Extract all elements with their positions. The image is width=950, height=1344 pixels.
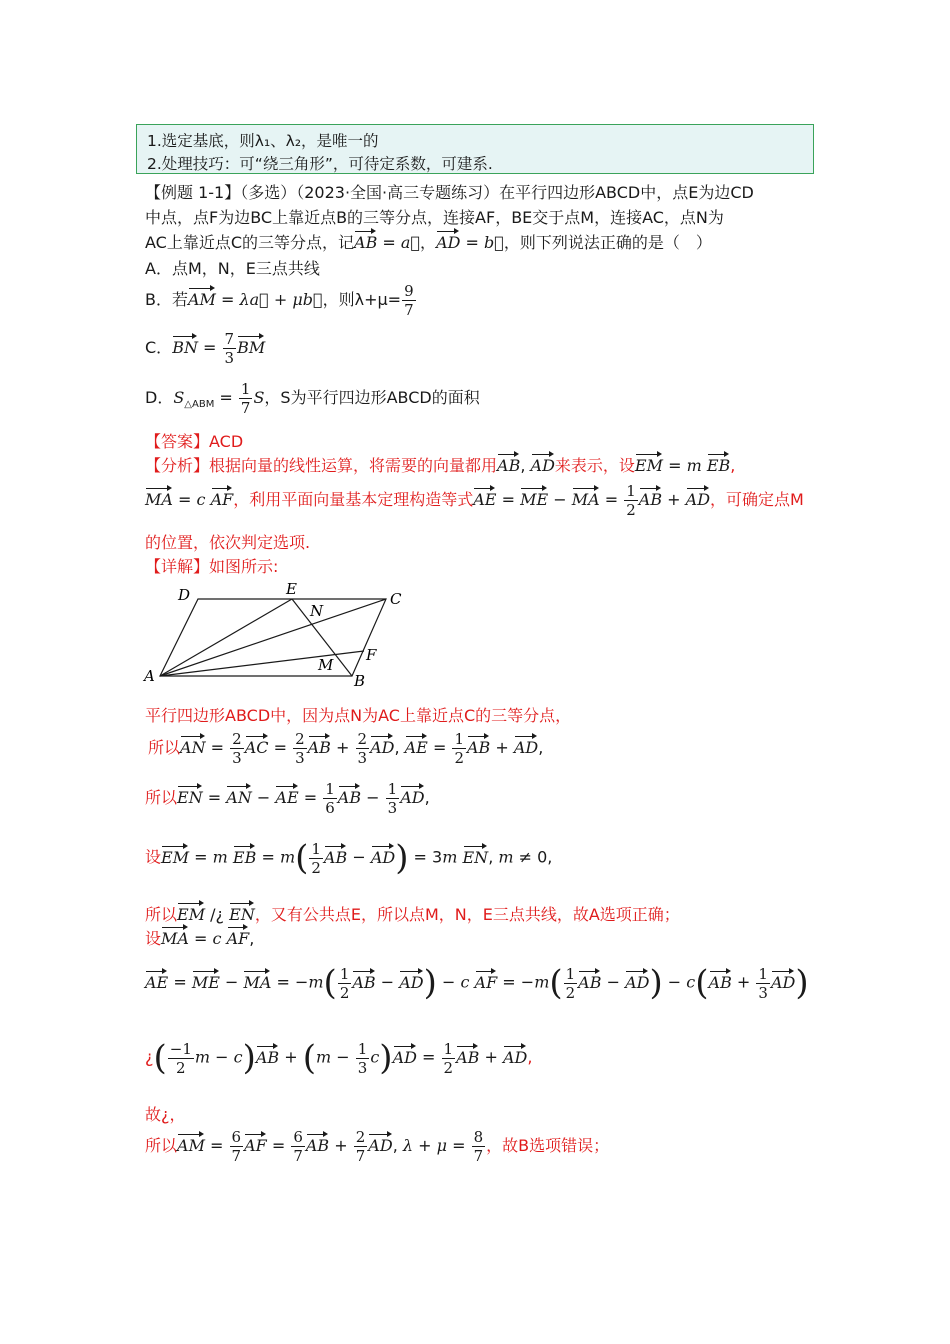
label-f: F bbox=[366, 646, 377, 664]
tip-line-1: 1.选定基底，则λ₁、λ₂，是唯一的 bbox=[147, 132, 379, 150]
detail-step-3: 所以EN = AN − AE = $\frac{1}{6}$ AB − $\frac{1}{3}$ AD, bbox=[145, 780, 430, 817]
detail-step-6: 设MA = c AF, bbox=[145, 925, 254, 949]
problem-line-2: 中点，点F为边BC上靠近点B的三等分点，连接AF，BE交于点M，连接AC，点N为 bbox=[145, 208, 724, 227]
option-c: C．BN = $\frac{7}{3}$ BM bbox=[145, 330, 266, 367]
detail-step-8: ¿( $\frac{-1}{2}$ m − c)AB + (m − $\frac{1}{3}$ c)AD = $\frac{1}{2}$ AB + AD, bbox=[145, 1038, 533, 1078]
option-b-pre: B．若 bbox=[145, 290, 188, 309]
analysis-line-3: 的位置，依次判定选项. bbox=[145, 533, 311, 552]
option-b: B．若AM = λa⃗ + μb⃗，则λ+μ= $\frac{9}{7}$ bbox=[145, 282, 414, 319]
option-d-pre: D． bbox=[145, 388, 174, 407]
answer: 【答案】ACD bbox=[145, 432, 244, 451]
problem-line-3-post: ，则下列说法正确的是（ ） bbox=[503, 233, 712, 252]
analysis-2b: ，可确定点M bbox=[710, 490, 804, 509]
parallelogram-figure bbox=[140, 578, 410, 690]
analysis-line-1: 【分析】根据向量的线性运算，将需要的向量都用AB, AD来表示，设EM = m EB, bbox=[145, 452, 735, 476]
label-b: B bbox=[354, 672, 366, 690]
analysis-1b: 来表示，设 bbox=[554, 456, 635, 475]
tip-line-2: 2.处理技巧：可“绕三角形”，可待定系数，可建系. bbox=[147, 155, 493, 173]
label-e: E bbox=[286, 580, 297, 598]
label-n: N bbox=[310, 602, 324, 620]
detail-s5b: ，又有公共点E，所以点M，N，E三点共线，故A选项正确； bbox=[254, 905, 680, 924]
detail-step-1: 平行四边形ABCD中，因为点N为AC上靠近点C的三等分点， bbox=[145, 706, 572, 725]
detail-s-last-b: ，故B选项错误； bbox=[486, 1136, 610, 1155]
problem-line-3-pre: AC上靠近点C的三等分点，记 bbox=[145, 233, 355, 252]
detail-step-7: AE = ME − MA = −m( $\frac{1}{2}$ AB − AD) − c AF = −m( $\frac{1}{2}$ AB − AD) − c(AB + $\frac{1}{3}$ AD) bbox=[145, 963, 809, 1003]
analysis-2a: ，利用平面向量基本定理构造等式 bbox=[233, 490, 474, 509]
tip-box bbox=[136, 124, 814, 174]
option-b-mid: ，则λ+μ= bbox=[322, 290, 402, 309]
detail-step-5: 所以EM /¿ EN，又有公共点E，所以点M，N，E三点共线，故A选项正确； bbox=[145, 901, 680, 925]
detail-step-4: 设EM = m EB = m( $\frac{1}{2}$ AB − AD) = 3m EN, m ≠ 0, bbox=[145, 838, 553, 878]
option-d-post: ，S为平行四边形ABCD的面积 bbox=[264, 388, 480, 407]
detail-step-10: 所以AM = $\frac{6}{7}$ AF = $\frac{6}{7}$ AB + $\frac{2}{7}$ AD, λ + μ = $\frac{8}{7}$ ，故B选项错误； bbox=[145, 1128, 610, 1165]
detail-she-1: 设 bbox=[145, 847, 162, 867]
detail-suoyi-1: 所以 bbox=[148, 738, 181, 757]
problem-line-3: AC上靠近点C的三等分点，记AB = a⃗，AD = b⃗，则下列说法正确的是（ ） bbox=[145, 229, 712, 253]
detail-suoyi-2: 所以 bbox=[145, 788, 178, 807]
problem-line-1: 【例题 1-1】（多选）（2023·全国·高三专题练习）在平行四边形ABCD中，点E为边CD bbox=[145, 183, 754, 202]
label-c: C bbox=[390, 590, 402, 608]
detail-step-2: 所以AN = $\frac{2}{3}$ AC = $\frac{2}{3}$ AB + $\frac{2}{3}$ AD, AE = $\frac{1}{2}$ AB + AD, bbox=[148, 730, 544, 767]
analysis-line-2: MA = c AF，利用平面向量基本定理构造等式AE = ME − MA = $\frac{1}{2}$ AB + AD，可确定点M bbox=[145, 482, 804, 519]
analysis-label: 【分析】 bbox=[145, 456, 210, 475]
detail-suoyi-3: 所以 bbox=[145, 1136, 178, 1155]
detail-she-2: 设 bbox=[145, 929, 162, 948]
option-a: A．点M，N，E三点共线 bbox=[145, 259, 320, 278]
label-m: M bbox=[318, 656, 334, 674]
option-d: D．$S_{\triangle ABM}$ = $\frac{1}{7}$ S，S为平行四边形ABCD的面积 bbox=[145, 380, 480, 417]
detail-s5a: 所以 bbox=[145, 905, 178, 924]
detail-label: 【详解】如图所示: bbox=[145, 557, 279, 576]
label-a: A bbox=[144, 667, 155, 685]
analysis-1a: 根据向量的线性运算，将需要的向量都用 bbox=[209, 456, 498, 475]
option-c-pre: C． bbox=[145, 338, 173, 357]
detail-step-9: 故¿， bbox=[145, 1105, 186, 1124]
label-d: D bbox=[178, 586, 191, 604]
